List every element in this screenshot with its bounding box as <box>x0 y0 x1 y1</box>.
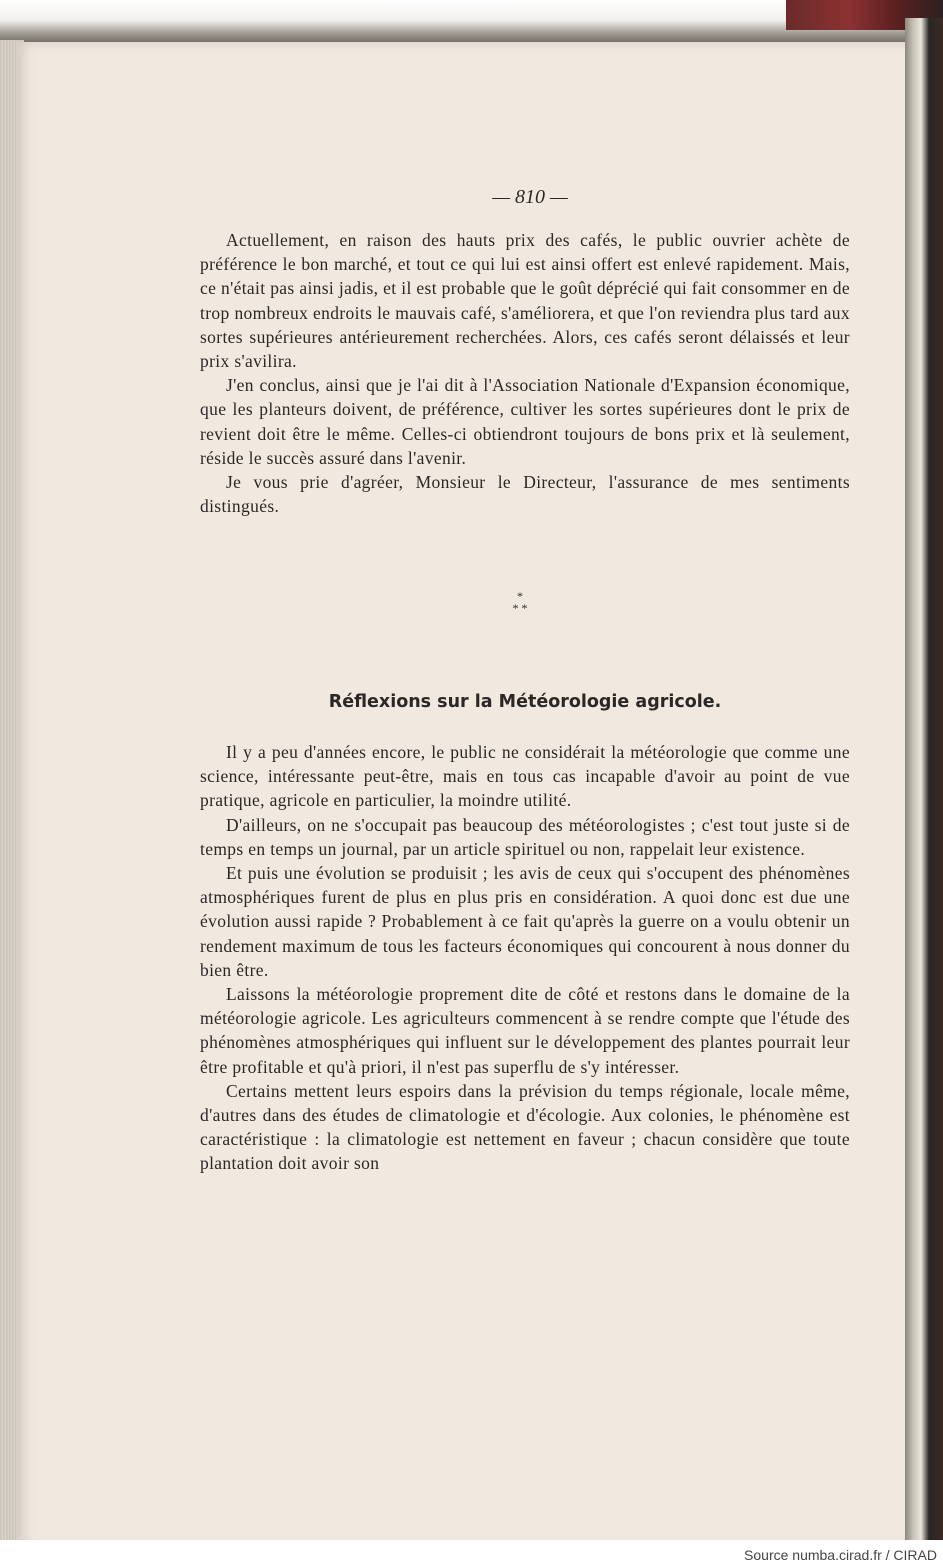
article-paragraph: Et puis une évolution se produisit ; les avis de ceux qui s'occupent des phénomènes atmosphériques furent de plus en plus pris en considération. A quoi donc est due une évolution aussi rapide ? Probablement à ce fait qu'après la guerre on a voulu obtenir un rendement maximum de tous les facteurs économiques qui concourent à nous donner du bien être. <box>200 863 850 980</box>
asterism-bottom: * * <box>512 601 528 615</box>
article-text <box>200 740 850 1176</box>
letter-paragraph: Je vous prie d'agréer, Monsieur le Directeur, l'assurance de mes sentiments distingués. <box>200 472 850 517</box>
letter-paragraph: J'en conclus, ainsi que je l'ai dit à l'Association Nationale d'Expansion économique, que les planteurs doivent, de préférence, cultiver les sortes supérieures dont le prix de revient doit être le même. Celles-ci obtiendront toujours de bons prix et là seulement, réside le succès assuré dans l'avenir. <box>200 375 850 468</box>
article-paragraph: Certains mettent leurs espoirs dans la prévision du temps régionale, locale même, d'autres dans des études de climatologie et d'écologie. Aux colonies, le phénomène est caractéristique : la climatologie est nettement en faveur ; chacun considère que toute plantation doit avoir son <box>200 1080 850 1174</box>
section-asterism <box>490 590 550 620</box>
page-number: — 810 — <box>492 186 568 208</box>
article-paragraph: Laissons la météorologie proprement dite de côté et restons dans le domaine de la météorologie agricole. Les agriculteurs commencent à se rendre compte que l'étude des phénomènes atmosphériques qui influent sur le développement des plantes pourrait leur être profitable et qu'à priori, il n'est pas superflu de s'y intéresser. <box>200 984 850 1077</box>
book-spine <box>905 18 943 1548</box>
article-title: Réflexions sur la Météorologie agricole. <box>328 692 722 712</box>
letter-text <box>200 228 850 518</box>
source-credit: Source numba.cirad.fr / CIRAD <box>744 1547 937 1563</box>
article-paragraph: D'ailleurs, on ne s'occupait pas beaucoup des météorologistes ; c'est tout juste si de temps en temps un journal, par un article spirituel ou non, rappelait leur existence. <box>200 814 850 859</box>
letter-paragraph: Actuellement, en raison des hauts prix des cafés, le public ouvrier achète de préférence le bon marché, et tout ce qui lui est ainsi offert est enlevé rapidement. Mais, ce n'était pas ainsi jadis, et il est probable que le goût déprécié qui fait consommer en de trop nombreux endroits le mauvais café, s'améliorera, et que l'on reviendra plus tard aux sortes supérieures antérieurement recherchées. Alors, ces cafés seront délaissés et leur prix s'avilira. <box>200 230 850 372</box>
article-paragraph: Il y a peu d'années encore, le public ne considérait la météorologie que comme une science, intéressante peut-être, mais en tous cas incapable d'avoir au point de vue pratique, agricole en particulier, la moindre utilité. <box>200 742 850 811</box>
asterism-top: * <box>517 589 523 603</box>
